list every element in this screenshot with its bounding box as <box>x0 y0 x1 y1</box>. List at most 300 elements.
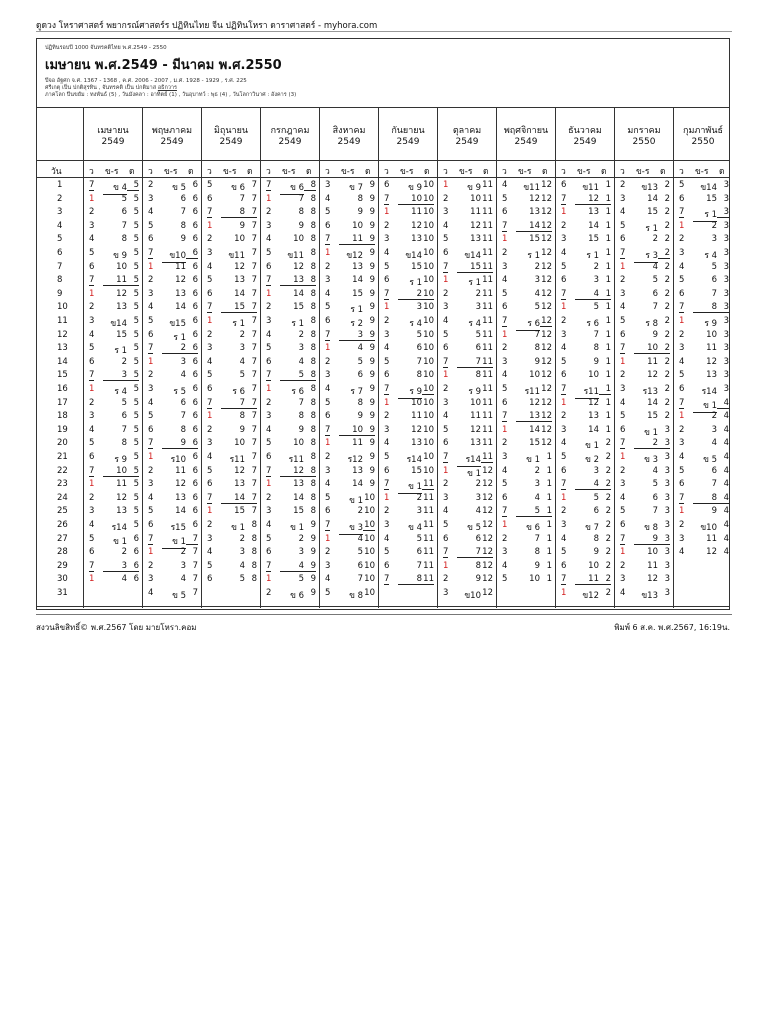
weekday-value: 7 <box>148 343 154 354</box>
lunar-month-value: 8 <box>310 248 316 258</box>
lunar-month-value: 3 <box>664 574 670 585</box>
lunar-month-value: 6 <box>192 370 198 381</box>
lunar-month-value: 7 <box>251 193 257 204</box>
weekday-value: 1 <box>443 180 449 190</box>
lunar-month-value: 2 <box>658 343 670 354</box>
lunar-day-value: 12 <box>234 261 245 272</box>
weekday-value: 7 <box>679 302 685 313</box>
day-number: 11 <box>57 316 68 326</box>
weekday-value: 6 <box>148 329 154 340</box>
lunar-month-value: 1 <box>605 370 611 381</box>
lunar-month-value: 8 <box>310 506 316 517</box>
lunar-day-value: 7 <box>416 356 422 367</box>
lunar-day-value: 10 <box>293 438 304 449</box>
weekday-value: 4 <box>443 411 449 422</box>
lunar-month-value: 2 <box>664 384 670 394</box>
lunar-day-value: 12 <box>529 193 540 204</box>
weekday-value: 1 <box>89 479 95 490</box>
lunar-day-value: ข14 <box>464 251 481 261</box>
lunar-day-value: 13 <box>588 207 599 218</box>
month-year: 2549 <box>160 137 184 147</box>
weekday-value: 7 <box>384 574 390 585</box>
weekday-value: 5 <box>89 438 95 449</box>
lunar-month-value: 5 <box>133 397 139 408</box>
weekday-value: 5 <box>325 588 331 598</box>
lunar-day-value: 2 <box>121 547 127 558</box>
lunar-month-value: 3 <box>723 193 729 204</box>
lunar-month-value: 8 <box>304 275 316 286</box>
lunar-month-value: 6 <box>192 234 198 245</box>
lunar-month-subheader: ด <box>424 167 430 177</box>
lunar-month-value: 10 <box>423 288 434 299</box>
lunar-month-subheader: ด <box>365 167 371 177</box>
month-header <box>673 108 730 160</box>
lunar-day-value: 12 <box>706 547 717 558</box>
lunar-month-value: 3 <box>723 275 729 286</box>
day-number: 6 <box>57 248 63 258</box>
day-number: 23 <box>57 479 68 490</box>
weekday-value: 1 <box>89 384 95 394</box>
lunar-day-value: 5 <box>357 356 363 367</box>
weekday-value: 5 <box>561 356 567 367</box>
weekday-value: 6 <box>443 343 449 354</box>
day-number: 26 <box>57 520 68 530</box>
weekday-value: 7 <box>561 479 567 490</box>
lunar-day-value: 5 <box>357 547 363 558</box>
day-number: 7 <box>57 261 63 272</box>
lunar-day-value: ร 1 <box>173 332 186 343</box>
lunar-day-value: 9 <box>593 356 599 367</box>
lunar-month-value: 10 <box>423 275 434 286</box>
lunar-month-value: 1 <box>605 275 611 286</box>
lunar-day-value: 4 <box>534 288 540 299</box>
lunar-day-value: 5 <box>711 261 717 272</box>
lunar-month-value: 8 <box>310 479 316 490</box>
month-header <box>555 108 614 160</box>
lunar-day-value: ข 4 <box>408 523 422 533</box>
lunar-day-value: 4 <box>239 560 245 571</box>
weekday-value: 6 <box>620 520 626 530</box>
lunar-day-subheader: ข-ร <box>636 167 650 177</box>
weekday-subheader: ว <box>148 167 153 177</box>
lunar-month-value: 8 <box>310 220 316 231</box>
lunar-day-subheader: ข-ร <box>164 167 178 177</box>
lunar-day-value: 5 <box>516 506 540 517</box>
lunar-day-value: ข 6 <box>526 523 540 533</box>
weekday-value: 7 <box>207 492 213 503</box>
lunar-day-value: 10 <box>529 370 540 381</box>
lunar-day-value: 9 <box>534 356 540 367</box>
lunar-day-value: 2 <box>711 220 717 231</box>
lunar-month-value: 10 <box>423 316 434 326</box>
lunar-month-value: 6 <box>192 492 198 503</box>
lunar-day-value: ข 6 <box>231 183 245 193</box>
weekday-value: 7 <box>502 506 508 517</box>
lunar-month-value: 7 <box>251 288 257 299</box>
weekday-value: 6 <box>266 356 272 367</box>
lunar-day-value: 4 <box>280 561 304 572</box>
weekday-value: 3 <box>443 302 449 313</box>
lunar-month-value: 8 <box>310 288 316 299</box>
column-divider <box>437 160 438 608</box>
lunar-day-value: ข 1 <box>162 534 186 549</box>
lunar-month-value: 1 <box>605 234 611 245</box>
lunar-day-value: 11 <box>470 207 481 218</box>
lunar-month-value: 1 <box>599 384 611 395</box>
lunar-day-value: 8 <box>398 574 422 585</box>
weekday-value: 3 <box>148 288 154 299</box>
lunar-day-value: 2 <box>298 533 304 544</box>
lunar-day-value: 15 <box>234 506 245 517</box>
lunar-day-value: 11 <box>647 560 658 571</box>
lunar-day-value: 3 <box>475 302 481 313</box>
weekday-value: 2 <box>89 207 95 218</box>
lunar-month-value: 7 <box>251 343 257 354</box>
weekday-value: 5 <box>443 424 449 435</box>
lunar-month-value: 9 <box>369 302 375 313</box>
weekday-value: 3 <box>207 343 213 354</box>
lunar-day-value: 8 <box>475 370 481 381</box>
lunar-month-value: 11 <box>423 547 434 558</box>
lunar-month-value: 11 <box>482 234 493 245</box>
lunar-month-value: 4 <box>723 452 729 462</box>
lunar-day-value: 11 <box>411 411 422 422</box>
column-divider <box>673 160 674 608</box>
day-number: 2 <box>57 193 63 204</box>
lunar-day-value: 2 <box>475 479 481 490</box>
lunar-month-value: 11 <box>482 343 493 354</box>
lunar-day-value: 6 <box>416 343 422 354</box>
lunar-month-value: 8 <box>310 316 316 326</box>
lunar-day-value: 7 <box>357 574 363 585</box>
lunar-day-value: 5 <box>475 329 481 340</box>
day-number: 22 <box>57 465 68 476</box>
lunar-month-value: 11 <box>423 560 434 571</box>
month-name: มิถุนายน <box>213 126 248 136</box>
lunar-month-subheader: ด <box>483 167 489 177</box>
weekday-value: 7 <box>89 465 95 476</box>
lunar-month-value: 5 <box>133 302 139 313</box>
lunar-month-value: 10 <box>423 465 434 476</box>
lunar-day-value: 10 <box>116 261 127 272</box>
lunar-month-value: 11 <box>482 193 493 204</box>
lunar-month-value: 1 <box>605 180 611 190</box>
lunar-month-value: 11 <box>482 356 493 367</box>
lunar-day-value: 12 <box>647 370 658 381</box>
lunar-month-value: 2 <box>664 397 670 408</box>
lunar-month-value: 7 <box>251 479 257 490</box>
weekday-value: 5 <box>620 506 626 517</box>
lunar-month-value: 2 <box>664 234 670 245</box>
weekday-value: 1 <box>325 438 331 449</box>
lunar-day-subheader: ข-ร <box>518 167 532 177</box>
weekday-value: 5 <box>266 248 272 258</box>
weekday-value: 4 <box>502 465 508 476</box>
weekday-value: 3 <box>325 560 331 571</box>
lunar-day-value: 7 <box>121 220 127 231</box>
weekday-value: 7 <box>325 424 331 435</box>
lunar-month-value: 9 <box>369 220 375 231</box>
day-number: 19 <box>57 424 68 435</box>
weekday-value: 4 <box>620 302 626 313</box>
weekday-value: 2 <box>502 343 508 354</box>
divider <box>36 31 732 32</box>
weekday-value: 7 <box>443 452 449 462</box>
lunar-day-value: 4 <box>357 533 363 544</box>
weekday-value: 4 <box>443 506 449 517</box>
lunar-month-value: 9 <box>369 411 375 422</box>
weekday-value: 7 <box>620 248 626 258</box>
weekday-value: 1 <box>561 588 567 598</box>
month-header <box>614 108 673 160</box>
lunar-day-value: 13 <box>234 275 245 286</box>
weekday-value: 2 <box>325 452 331 462</box>
lunar-month-value: 3 <box>723 288 729 299</box>
weekday-value: 1 <box>325 248 331 258</box>
weekday-value: 5 <box>443 520 449 530</box>
weekday-value: 5 <box>443 329 449 340</box>
lunar-month-value: 12 <box>482 588 493 598</box>
weekday-value: 5 <box>502 479 508 490</box>
lunar-month-value: 2 <box>605 560 611 571</box>
weekday-value: 7 <box>266 465 272 476</box>
lunar-month-value: 5 <box>133 248 139 258</box>
weekday-value: 1 <box>561 207 567 218</box>
lunar-day-value: 11 <box>352 438 363 449</box>
lunar-month-value: 5 <box>127 275 139 286</box>
lunar-day-value: 3 <box>593 465 599 476</box>
lunar-day-value: 5 <box>652 275 658 286</box>
copyright-text: สงวนลิขสิทธิ์© พ.ศ.2567 โดย มายโหรา.คอม <box>36 623 197 632</box>
weekday-value: 2 <box>266 397 272 408</box>
weekday-value: 1 <box>89 288 95 299</box>
lunar-day-value: 7 <box>652 302 658 313</box>
lunar-month-value: 8 <box>310 329 316 340</box>
month-header <box>496 108 555 160</box>
weekday-value: 7 <box>148 533 154 544</box>
calendar-type-line <box>45 85 445 92</box>
lunar-month-value: 11 <box>482 316 493 326</box>
lunar-day-value: 10 <box>634 343 658 354</box>
lunar-month-value: 10 <box>364 506 375 517</box>
lunar-month-value: 5 <box>133 316 139 326</box>
lunar-month-value: 6 <box>192 465 198 476</box>
lunar-month-value: 10 <box>423 384 434 394</box>
weekday-value: 3 <box>384 424 390 435</box>
lunar-month-value: 8 <box>251 574 257 585</box>
lunar-day-value: 4 <box>575 289 599 300</box>
lunar-day-value: ข 8 <box>349 591 363 601</box>
lunar-day-value: ร11 <box>229 455 245 465</box>
auspicious-days-line: ภาคโลก ปีนขยัม : ทงพันธ์ (5) , วันมังคลา : อาทิตย์ (1) , วันอุบาทว์ : พุธ (4) , วันโลกาวินาศ : อังคาร (3) <box>45 92 297 98</box>
lunar-day-value: ข 1 <box>113 536 127 547</box>
lunar-month-value: 1 <box>546 533 552 544</box>
lunar-month-value: 8 <box>251 560 257 571</box>
lunar-month-value: 11 <box>423 533 434 544</box>
lunar-month-value: 3 <box>664 479 670 490</box>
day-number: 10 <box>57 302 68 313</box>
weekday-value: 4 <box>207 356 213 367</box>
weekday-value: 7 <box>620 438 626 449</box>
lunar-day-value: 10 <box>234 234 245 245</box>
weekday-value: 3 <box>620 574 626 585</box>
weekday-value: 4 <box>443 316 449 326</box>
lunar-day-value: 6 <box>711 465 717 476</box>
lunar-day-value: 8 <box>121 438 127 449</box>
lunar-month-value: 9 <box>369 261 375 272</box>
weekday-value: 6 <box>207 574 213 585</box>
day-number: 13 <box>57 343 68 354</box>
weekday-value: 2 <box>266 492 272 503</box>
weekday-value: 4 <box>502 560 508 571</box>
weekday-value: 3 <box>384 234 390 245</box>
weekday-value: 1 <box>266 574 272 585</box>
lunar-day-value: ข10 <box>464 591 481 601</box>
lunar-month-value: 7 <box>245 398 257 409</box>
lunar-day-value: 4 <box>475 506 481 517</box>
lunar-day-value: 2 <box>534 261 540 272</box>
lunar-day-value: ข 8 <box>644 523 658 533</box>
weekday-value: 2 <box>384 220 390 231</box>
lunar-month-value: 7 <box>251 316 257 326</box>
lunar-day-value: 2 <box>398 289 422 300</box>
weekday-value: 4 <box>266 329 272 340</box>
lunar-day-value: 2 <box>534 465 540 476</box>
month-name: พฤษภาคม <box>151 126 193 136</box>
weekday-subheader: ว <box>502 167 507 177</box>
lunar-month-value: 8 <box>310 438 316 449</box>
lunar-month-value: 7 <box>251 438 257 449</box>
lunar-month-value: 12 <box>482 547 493 558</box>
weekday-value: 3 <box>679 438 685 449</box>
lunar-month-value: 3 <box>717 302 729 313</box>
lunar-day-value: 2 <box>239 533 245 544</box>
lunar-month-value: 6 <box>133 574 139 585</box>
month-name: สิงหาคม <box>332 126 366 136</box>
lunar-month-value: 6 <box>192 302 198 313</box>
weekday-subheader: ว <box>207 167 212 177</box>
lunar-month-value: 6 <box>192 220 198 231</box>
lunar-month-value: 10 <box>423 397 434 408</box>
subtitle-line: ปฏิทินรอบปี 1000 จันทรคติไทย พ.ศ.2549 - 2550 <box>45 45 167 51</box>
lunar-month-value: 8 <box>251 547 257 558</box>
weekday-value: 3 <box>620 384 626 394</box>
lunar-day-value: 14 <box>647 193 658 204</box>
lunar-day-value: 11 <box>470 411 481 422</box>
lunar-day-value: 3 <box>298 547 304 558</box>
lunar-day-value: ข 1 <box>231 523 245 533</box>
day-number: 9 <box>57 288 63 299</box>
lunar-month-value: 5 <box>133 329 139 340</box>
weekday-value: 7 <box>266 180 272 190</box>
adhikavara-link[interactable]: อธิกวาร <box>157 85 177 91</box>
lunar-day-value: 15 <box>647 411 658 422</box>
weekday-value: 7 <box>325 329 331 340</box>
lunar-month-value: 12 <box>541 343 552 354</box>
lunar-day-value: 4 <box>652 465 658 476</box>
lunar-month-value: 7 <box>251 234 257 245</box>
lunar-month-value: 11 <box>482 397 493 408</box>
lunar-day-value: 8 <box>180 220 186 231</box>
lunar-day-value: 4 <box>575 479 599 490</box>
column-divider <box>260 160 261 608</box>
weekday-value: 6 <box>443 248 449 258</box>
lunar-day-value: 7 <box>711 288 717 299</box>
weekday-value: 7 <box>384 193 390 204</box>
day-number: 27 <box>57 533 68 544</box>
weekday-value: 1 <box>325 343 331 354</box>
weekday-value: 1 <box>207 506 213 517</box>
lunar-day-value: 13 <box>116 506 127 517</box>
weekday-value: 1 <box>384 397 390 408</box>
weekday-value: 7 <box>384 479 390 490</box>
lunar-day-value: ร 9 <box>398 384 422 399</box>
column-divider <box>614 160 615 608</box>
lunar-month-value: 7 <box>251 465 257 476</box>
lunar-month-value: 11 <box>423 479 434 490</box>
lunar-day-value: 2 <box>475 288 481 299</box>
lunar-day-value: ร 6 <box>586 319 599 329</box>
lunar-day-value: 4 <box>711 438 717 449</box>
day-number: 31 <box>57 588 68 598</box>
lunar-month-value: 7 <box>192 588 198 598</box>
lunar-day-value: 8 <box>534 547 540 558</box>
lunar-month-value: 3 <box>723 261 729 272</box>
lunar-day-value: 13 <box>529 207 540 218</box>
weekday-value: 7 <box>443 261 449 272</box>
weekday-value: 4 <box>148 397 154 408</box>
weekday-value: 4 <box>561 248 567 258</box>
lunar-day-value: ข 1 <box>693 398 717 413</box>
weekday-value: 4 <box>561 438 567 449</box>
lunar-month-value: 8 <box>251 533 257 544</box>
lunar-day-value: 3 <box>239 343 245 354</box>
lunar-day-value: 9 <box>298 424 304 435</box>
weekday-value: 1 <box>679 316 685 326</box>
lunar-day-subheader: ข-ร <box>695 167 709 177</box>
lunar-day-value: 3 <box>711 234 717 245</box>
weekday-subheader: ว <box>620 167 625 177</box>
lunar-month-value: 9 <box>369 316 375 326</box>
lunar-month-value: 7 <box>245 302 257 313</box>
day-number: 4 <box>57 220 63 231</box>
lunar-month-value: 8 <box>310 207 316 218</box>
lunar-month-subheader: ด <box>601 167 607 177</box>
lunar-month-value: 11 <box>482 288 493 299</box>
weekday-value: 4 <box>620 588 626 598</box>
lunar-day-value: 10 <box>706 329 717 340</box>
lunar-month-value: 8 <box>310 261 316 272</box>
lunar-month-value: 4 <box>723 424 729 435</box>
lunar-day-value: 3 <box>339 330 363 341</box>
weekday-value: 6 <box>325 411 331 422</box>
lunar-month-value: 10 <box>364 574 375 585</box>
lunar-day-value: 5 <box>593 492 599 503</box>
lunar-day-value: 8 <box>357 397 363 408</box>
lunar-day-value: ข11 <box>228 251 245 261</box>
weekday-value: 3 <box>561 520 567 530</box>
lunar-day-value: ข 5 <box>172 591 186 601</box>
day-column-header: วัน <box>51 167 62 177</box>
lunar-day-value: 8 <box>239 411 245 422</box>
lunar-month-value: 4 <box>723 465 729 476</box>
weekday-value: 5 <box>89 343 95 354</box>
lunar-day-value: 8 <box>693 302 717 313</box>
lunar-day-value: ข12 <box>582 591 599 601</box>
lunar-month-value: 11 <box>482 275 493 286</box>
lunar-day-value: 10 <box>588 560 599 571</box>
weekday-value: 7 <box>89 275 95 286</box>
